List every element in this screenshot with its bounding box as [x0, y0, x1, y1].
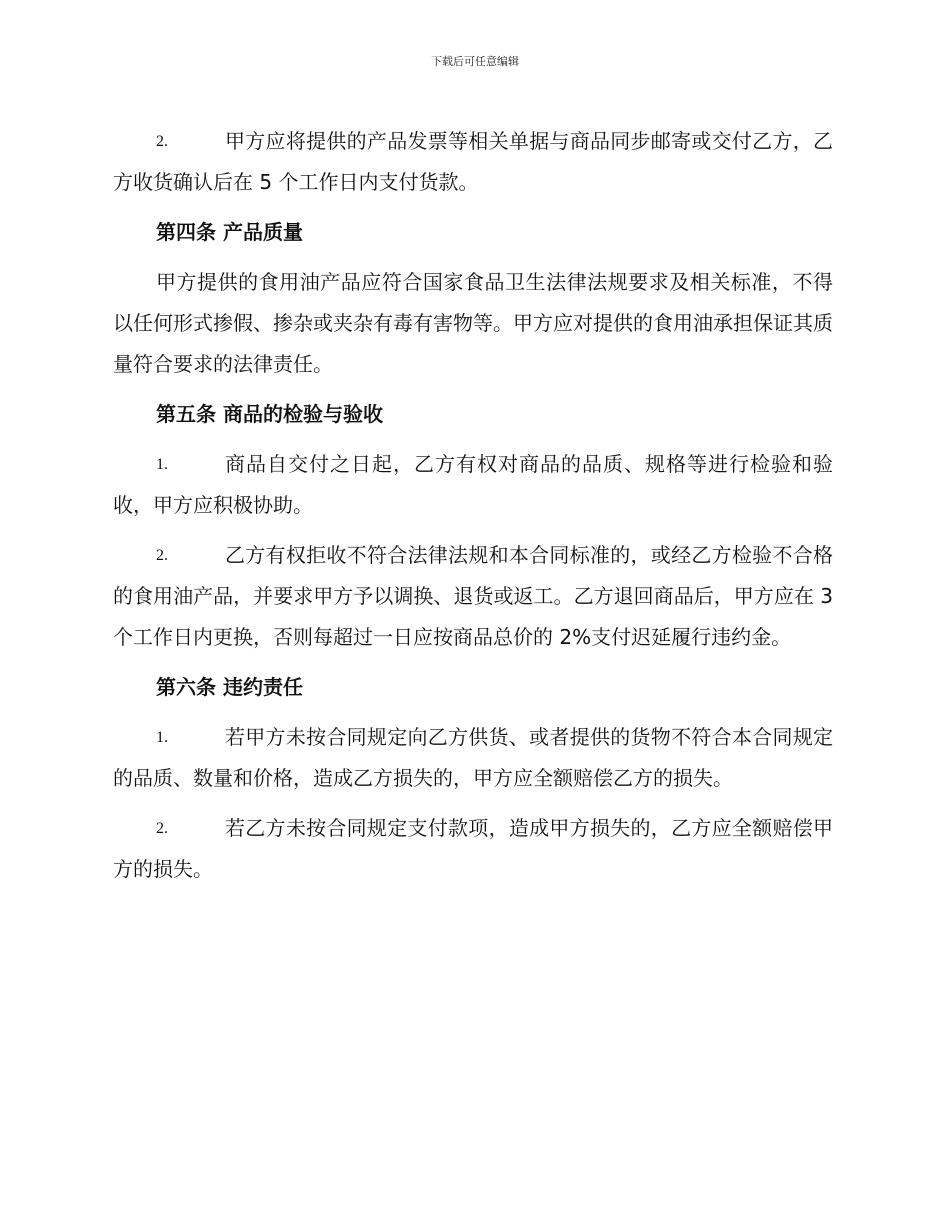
page-header: 下载后可任意编辑: [431, 55, 519, 68]
clause-text: 若乙方未按合同规定支付款项，造成甲方损失的，乙方应全额赔偿甲方的损失。: [113, 816, 833, 881]
clause-text: 若甲方未按合同规定向乙方供货、或者提供的货物不符合本合同规定的品质、数量和价格，造成乙方损失的，甲方应全额赔偿乙方的损失。: [113, 725, 833, 790]
clause-number: 1.: [156, 456, 168, 473]
section-heading-inspection: 第五条 商品的检验与验收: [156, 402, 383, 426]
clause-text: 商品自交付之日起，乙方有权对商品的品质、规格等进行检验和验收，甲方应积极协助。: [113, 452, 833, 517]
liability-clause-1: [113, 717, 833, 799]
section-heading-product-quality: 第四条 产品质量: [156, 220, 303, 244]
clause-number: 2.: [156, 820, 168, 837]
section-heading-liability: 第六条 违约责任: [156, 675, 303, 699]
clause-number: 1.: [156, 729, 168, 746]
clause-number: 2.: [156, 547, 168, 564]
clause-text: 乙方有权拒收不符合法律法规和本合同标准的，或经乙方检验不合格的食用油产品，并要求甲方予以调换、退货或返工。乙方退回商品后，甲方应在 3 个工作日内更换，否则每超过一日应按商品总价的 2%支付迟延履行违约金。: [113, 543, 833, 649]
document-content: [113, 112, 833, 899]
product-quality-paragraph: 甲方提供的食用油产品应符合国家食品卫生法律法规要求及相关标准，不得以任何形式掺假、掺杂或夹杂有毒有害物等。甲方应对提供的食用油承担保证其质量符合要求的法律责任。: [113, 270, 833, 376]
liability-clause-2: [113, 808, 833, 890]
payment-clause-2: [113, 121, 833, 203]
clause-text: 甲方应将提供的产品发票等相关单据与商品同步邮寄或交付乙方，乙方收货确认后在 5 个工作日内支付货款。: [113, 129, 833, 194]
clause-number: 2.: [156, 133, 168, 150]
inspection-clause-2: [113, 535, 833, 658]
inspection-clause-1: [113, 444, 833, 526]
